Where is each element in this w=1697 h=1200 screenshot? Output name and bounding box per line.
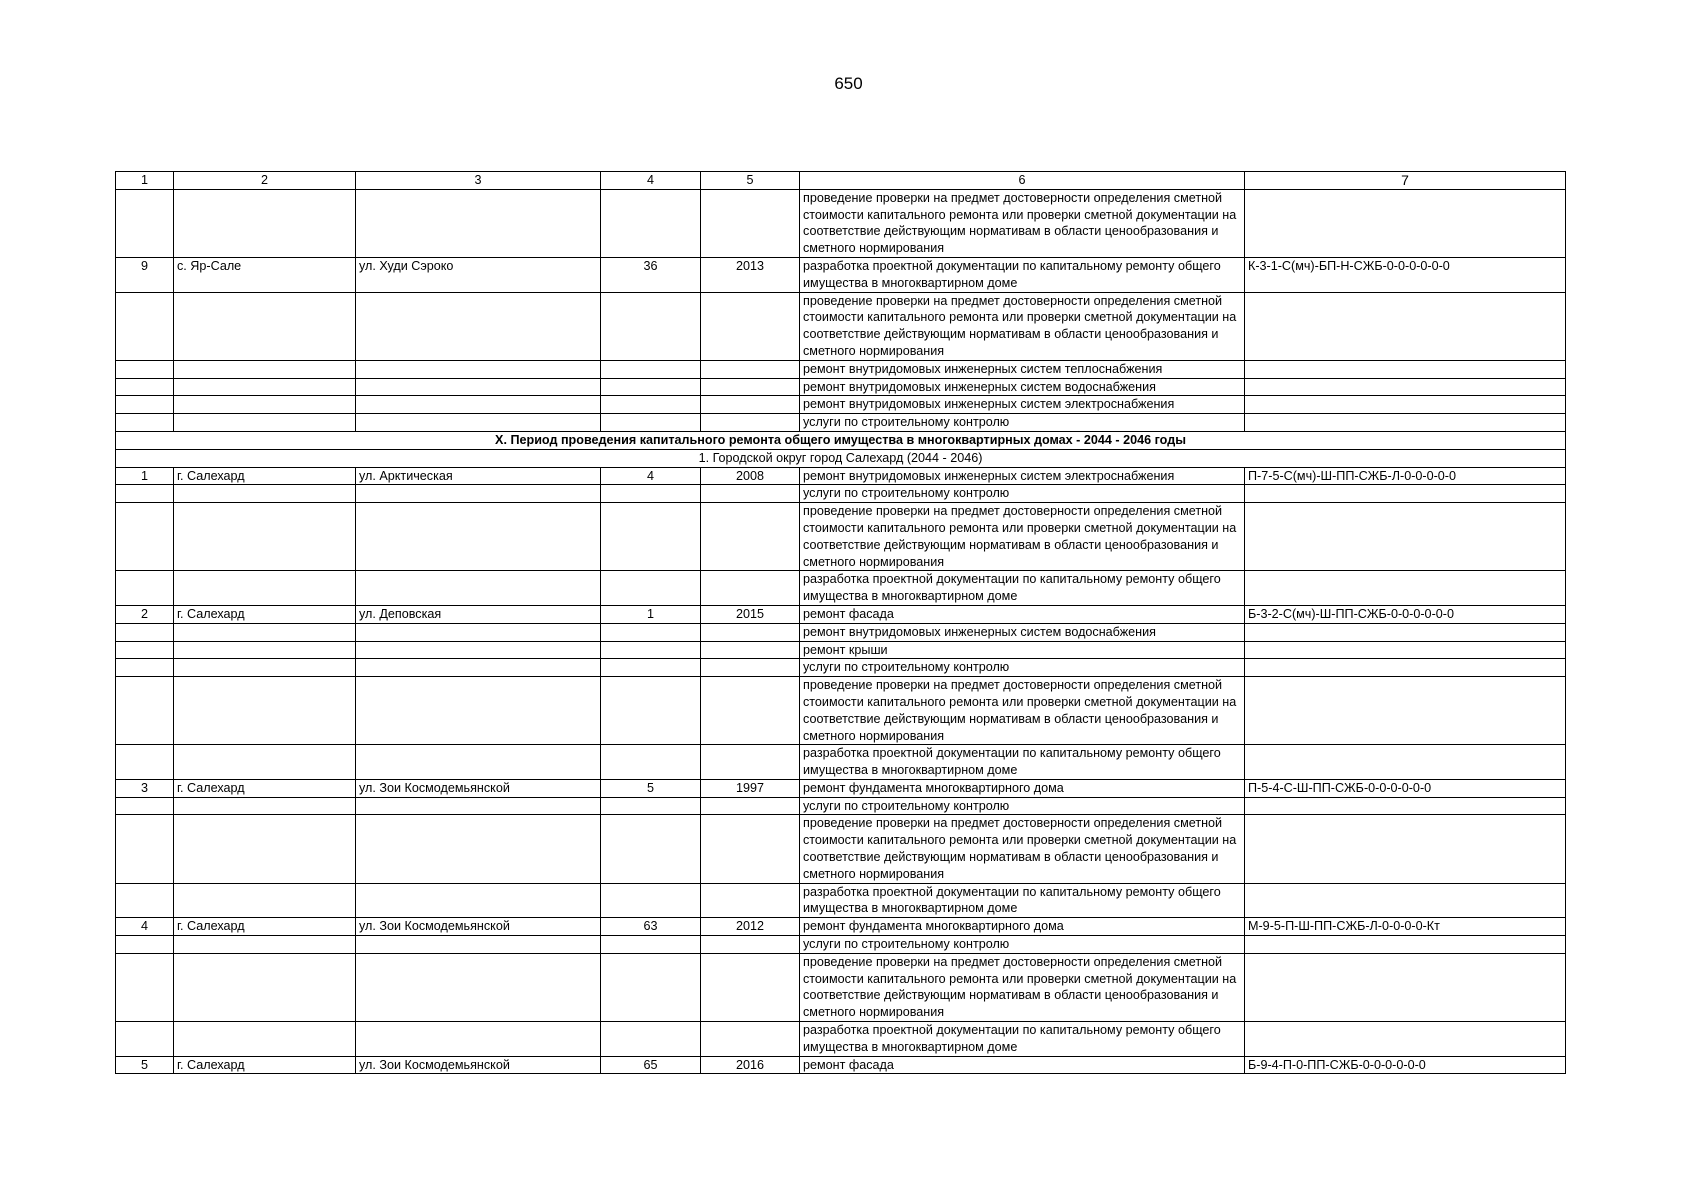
building-code-cell: Б-3-2-С(мч)-Ш-ПП-СЖБ-0-0-0-0-0-0 xyxy=(1245,605,1566,623)
street-cell xyxy=(356,745,601,780)
house-number-cell xyxy=(601,797,701,815)
settlement-cell xyxy=(174,623,356,641)
house-number-cell xyxy=(601,677,701,745)
year-cell: 2016 xyxy=(701,1056,800,1074)
row-number-cell xyxy=(116,396,174,414)
table-row xyxy=(116,396,1566,414)
work-type-cell: ремонт фундамента многоквартирного дома xyxy=(800,918,1245,936)
work-type-cell: проведение проверки на предмет достоверности определения сметной стоимости капитального ремонта или проверки сметной документации на соответствие действующим нормативам в области ценообразования и сметного нормирования xyxy=(800,815,1245,883)
year-cell xyxy=(701,936,800,954)
row-number-cell xyxy=(116,485,174,503)
year-cell xyxy=(701,797,800,815)
row-number-cell xyxy=(116,797,174,815)
street-cell xyxy=(356,414,601,432)
settlement-cell: г. Салехард xyxy=(174,467,356,485)
year-cell xyxy=(701,414,800,432)
header-cell-4: 4 xyxy=(601,172,701,190)
building-code-cell xyxy=(1245,485,1566,503)
house-number-cell: 5 xyxy=(601,779,701,797)
house-number-cell xyxy=(601,659,701,677)
table-row xyxy=(116,378,1566,396)
building-code-cell xyxy=(1245,677,1566,745)
table-row xyxy=(116,605,1566,623)
table-row xyxy=(116,292,1566,360)
row-number-cell: 4 xyxy=(116,918,174,936)
street-cell xyxy=(356,396,601,414)
table-row xyxy=(116,677,1566,745)
table-row xyxy=(116,571,1566,606)
settlement-cell xyxy=(174,659,356,677)
work-type-cell: ремонт внутридомовых инженерных систем водоснабжения xyxy=(800,378,1245,396)
subsection-title-row xyxy=(116,449,1566,467)
building-code-cell xyxy=(1245,503,1566,571)
table-row xyxy=(116,815,1566,883)
settlement-cell xyxy=(174,571,356,606)
settlement-cell xyxy=(174,414,356,432)
work-type-cell: услуги по строительному контролю xyxy=(800,659,1245,677)
building-code-cell xyxy=(1245,797,1566,815)
work-type-cell: ремонт фундамента многоквартирного дома xyxy=(800,779,1245,797)
street-cell xyxy=(356,797,601,815)
work-type-cell: проведение проверки на предмет достоверности определения сметной стоимости капитального ремонта или проверки сметной документации на соответствие действующим нормативам в области ценообразования и сметного нормирования xyxy=(800,677,1245,745)
settlement-cell xyxy=(174,936,356,954)
settlement-cell xyxy=(174,641,356,659)
row-number-cell xyxy=(116,953,174,1021)
section-title: X. Период проведения капитального ремонта общего имущества в многоквартирных домах - 2044 - 2046 годы xyxy=(116,431,1566,449)
settlement-cell xyxy=(174,815,356,883)
house-number-cell xyxy=(601,745,701,780)
year-cell xyxy=(701,1022,800,1057)
year-cell xyxy=(701,485,800,503)
street-cell xyxy=(356,623,601,641)
work-type-cell: разработка проектной документации по капитальному ремонту общего имущества в многоквартирном доме xyxy=(800,257,1245,292)
work-type-cell: ремонт внутридомовых инженерных систем водоснабжения xyxy=(800,623,1245,641)
work-type-cell: проведение проверки на предмет достоверности определения сметной стоимости капитального ремонта или проверки сметной документации на соответствие действующим нормативам в области ценообразования и сметного нормирования xyxy=(800,292,1245,360)
building-code-cell: К-3-1-С(мч)-БП-Н-СЖБ-0-0-0-0-0-0 xyxy=(1245,257,1566,292)
table-row xyxy=(116,641,1566,659)
row-number-cell: 3 xyxy=(116,779,174,797)
house-number-cell xyxy=(601,641,701,659)
building-code-cell xyxy=(1245,641,1566,659)
year-cell xyxy=(701,571,800,606)
street-cell xyxy=(356,378,601,396)
table-row xyxy=(116,257,1566,292)
settlement-cell xyxy=(174,396,356,414)
table-row xyxy=(116,797,1566,815)
building-code-cell xyxy=(1245,571,1566,606)
table-row xyxy=(116,936,1566,954)
settlement-cell: г. Салехард xyxy=(174,918,356,936)
work-type-cell: разработка проектной документации по капитальному ремонту общего имущества в многоквартирном доме xyxy=(800,571,1245,606)
street-cell: ул. Деповская xyxy=(356,605,601,623)
street-cell xyxy=(356,883,601,918)
settlement-cell xyxy=(174,1022,356,1057)
house-number-cell xyxy=(601,396,701,414)
row-number-cell xyxy=(116,571,174,606)
table-row xyxy=(116,360,1566,378)
house-number-cell: 36 xyxy=(601,257,701,292)
year-cell xyxy=(701,641,800,659)
house-number-cell: 63 xyxy=(601,918,701,936)
work-type-cell: ремонт фасада xyxy=(800,605,1245,623)
header-cell-7: 7 xyxy=(1245,172,1566,190)
settlement-cell xyxy=(174,360,356,378)
row-number-cell xyxy=(116,745,174,780)
street-cell xyxy=(356,360,601,378)
house-number-cell xyxy=(601,571,701,606)
street-cell xyxy=(356,641,601,659)
street-cell xyxy=(356,936,601,954)
settlement-cell xyxy=(174,953,356,1021)
street-cell: ул. Зои Космодемьянской xyxy=(356,1056,601,1074)
year-cell xyxy=(701,659,800,677)
building-code-cell xyxy=(1245,953,1566,1021)
house-number-cell xyxy=(601,815,701,883)
work-type-cell: услуги по строительному контролю xyxy=(800,414,1245,432)
building-code-cell: П-7-5-С(мч)-Ш-ПП-СЖБ-Л-0-0-0-0-0 xyxy=(1245,467,1566,485)
work-type-cell: ремонт внутридомовых инженерных систем электроснабжения xyxy=(800,396,1245,414)
row-number-cell xyxy=(116,936,174,954)
house-number-cell xyxy=(601,883,701,918)
year-cell xyxy=(701,378,800,396)
header-cell-6: 6 xyxy=(800,172,1245,190)
building-code-cell xyxy=(1245,414,1566,432)
year-cell xyxy=(701,677,800,745)
table-row xyxy=(116,659,1566,677)
building-code-cell xyxy=(1245,815,1566,883)
year-cell xyxy=(701,292,800,360)
house-number-cell xyxy=(601,623,701,641)
street-cell xyxy=(356,571,601,606)
settlement-cell: с. Яр-Сале xyxy=(174,257,356,292)
table-row xyxy=(116,1022,1566,1057)
building-code-cell xyxy=(1245,936,1566,954)
table-row xyxy=(116,189,1566,257)
row-number-cell xyxy=(116,677,174,745)
row-number-cell xyxy=(116,378,174,396)
page-number: 650 xyxy=(834,74,863,93)
settlement-cell xyxy=(174,677,356,745)
building-code-cell: Б-9-4-П-0-ПП-СЖБ-0-0-0-0-0-0 xyxy=(1245,1056,1566,1074)
house-number-cell: 4 xyxy=(601,467,701,485)
row-number-cell xyxy=(116,641,174,659)
row-number-cell: 1 xyxy=(116,467,174,485)
table-row xyxy=(116,779,1566,797)
row-number-cell xyxy=(116,360,174,378)
house-number-cell xyxy=(601,485,701,503)
row-number-cell: 5 xyxy=(116,1056,174,1074)
house-number-cell xyxy=(601,292,701,360)
work-type-cell: услуги по строительному контролю xyxy=(800,485,1245,503)
building-code-cell xyxy=(1245,745,1566,780)
settlement-cell xyxy=(174,292,356,360)
settlement-cell xyxy=(174,745,356,780)
building-code-cell xyxy=(1245,659,1566,677)
building-code-cell: М-9-5-П-Ш-ПП-СЖБ-Л-0-0-0-0-Кт xyxy=(1245,918,1566,936)
settlement-cell xyxy=(174,797,356,815)
table-row xyxy=(116,953,1566,1021)
street-cell xyxy=(356,659,601,677)
row-number-cell xyxy=(116,623,174,641)
house-number-cell xyxy=(601,503,701,571)
year-cell xyxy=(701,360,800,378)
year-cell xyxy=(701,953,800,1021)
building-code-cell xyxy=(1245,189,1566,257)
house-number-cell xyxy=(601,378,701,396)
work-type-cell: ремонт внутридомовых инженерных систем теплоснабжения xyxy=(800,360,1245,378)
row-number-cell xyxy=(116,292,174,360)
row-number-cell xyxy=(116,815,174,883)
subsection-title: 1. Городской округ город Салехард (2044 - 2046) xyxy=(116,449,1566,467)
house-number-cell xyxy=(601,189,701,257)
settlement-cell: г. Салехард xyxy=(174,605,356,623)
building-code-cell xyxy=(1245,378,1566,396)
table-row xyxy=(116,883,1566,918)
row-number-cell: 9 xyxy=(116,257,174,292)
table-row xyxy=(116,1056,1566,1074)
street-cell: ул. Зои Космодемьянской xyxy=(356,779,601,797)
table-row xyxy=(116,414,1566,432)
work-type-cell: ремонт крыши xyxy=(800,641,1245,659)
house-number-cell xyxy=(601,936,701,954)
table-row xyxy=(116,745,1566,780)
year-cell xyxy=(701,503,800,571)
street-cell xyxy=(356,485,601,503)
table-row xyxy=(116,485,1566,503)
house-number-cell xyxy=(601,360,701,378)
house-number-cell xyxy=(601,1022,701,1057)
building-code-cell xyxy=(1245,360,1566,378)
table-row xyxy=(116,503,1566,571)
settlement-cell xyxy=(174,485,356,503)
settlement-cell xyxy=(174,378,356,396)
street-cell xyxy=(356,953,601,1021)
row-number-cell xyxy=(116,189,174,257)
work-type-cell: проведение проверки на предмет достоверности определения сметной стоимости капитального ремонта или проверки сметной документации на соответствие действующим нормативам в области ценообразования и сметного нормирования xyxy=(800,189,1245,257)
year-cell xyxy=(701,189,800,257)
year-cell xyxy=(701,745,800,780)
repair-schedule-table xyxy=(115,171,1566,1074)
settlement-cell xyxy=(174,189,356,257)
work-type-cell: разработка проектной документации по капитальному ремонту общего имущества в многоквартирном доме xyxy=(800,883,1245,918)
section-title-row xyxy=(116,431,1566,449)
year-cell: 2012 xyxy=(701,918,800,936)
row-number-cell xyxy=(116,503,174,571)
street-cell xyxy=(356,1022,601,1057)
street-cell xyxy=(356,677,601,745)
year-cell xyxy=(701,815,800,883)
year-cell: 2015 xyxy=(701,605,800,623)
settlement-cell: г. Салехард xyxy=(174,779,356,797)
header-cell-3: 3 xyxy=(356,172,601,190)
row-number-cell xyxy=(116,659,174,677)
work-type-cell: проведение проверки на предмет достоверности определения сметной стоимости капитального ремонта или проверки сметной документации на соответствие действующим нормативам в области ценообразования и сметного нормирования xyxy=(800,503,1245,571)
year-cell xyxy=(701,883,800,918)
house-number-cell xyxy=(601,414,701,432)
street-cell xyxy=(356,503,601,571)
settlement-cell xyxy=(174,883,356,918)
work-type-cell: услуги по строительному контролю xyxy=(800,936,1245,954)
street-cell: ул. Арктическая xyxy=(356,467,601,485)
building-code-cell xyxy=(1245,883,1566,918)
street-cell: ул. Зои Космодемьянской xyxy=(356,918,601,936)
table-row xyxy=(116,623,1566,641)
table-row xyxy=(116,918,1566,936)
row-number-cell xyxy=(116,414,174,432)
street-cell: ул. Худи Сэроко xyxy=(356,257,601,292)
row-number-cell xyxy=(116,1022,174,1057)
house-number-cell: 1 xyxy=(601,605,701,623)
settlement-cell xyxy=(174,503,356,571)
building-code-cell xyxy=(1245,1022,1566,1057)
work-type-cell: разработка проектной документации по капитальному ремонту общего имущества в многоквартирном доме xyxy=(800,745,1245,780)
building-code-cell xyxy=(1245,292,1566,360)
house-number-cell: 65 xyxy=(601,1056,701,1074)
year-cell xyxy=(701,623,800,641)
building-code-cell: П-5-4-С-Ш-ПП-СЖБ-0-0-0-0-0-0 xyxy=(1245,779,1566,797)
work-type-cell: услуги по строительному контролю xyxy=(800,797,1245,815)
street-cell xyxy=(356,189,601,257)
building-code-cell xyxy=(1245,396,1566,414)
row-number-cell xyxy=(116,883,174,918)
table-row xyxy=(116,467,1566,485)
settlement-cell: г. Салехард xyxy=(174,1056,356,1074)
year-cell: 2008 xyxy=(701,467,800,485)
year-cell xyxy=(701,396,800,414)
header-cell-1: 1 xyxy=(116,172,174,190)
work-type-cell: разработка проектной документации по капитальному ремонту общего имущества в многоквартирном доме xyxy=(800,1022,1245,1057)
year-cell: 1997 xyxy=(701,779,800,797)
table-header-row xyxy=(116,172,1566,190)
work-type-cell: проведение проверки на предмет достоверности определения сметной стоимости капитального ремонта или проверки сметной документации на соответствие действующим нормативам в области ценообразования и сметного нормирования xyxy=(800,953,1245,1021)
header-cell-5: 5 xyxy=(701,172,800,190)
street-cell xyxy=(356,815,601,883)
street-cell xyxy=(356,292,601,360)
work-type-cell: ремонт внутридомовых инженерных систем электроснабжения xyxy=(800,467,1245,485)
year-cell: 2013 xyxy=(701,257,800,292)
building-code-cell xyxy=(1245,623,1566,641)
header-cell-2: 2 xyxy=(174,172,356,190)
row-number-cell: 2 xyxy=(116,605,174,623)
house-number-cell xyxy=(601,953,701,1021)
work-type-cell: ремонт фасада xyxy=(800,1056,1245,1074)
